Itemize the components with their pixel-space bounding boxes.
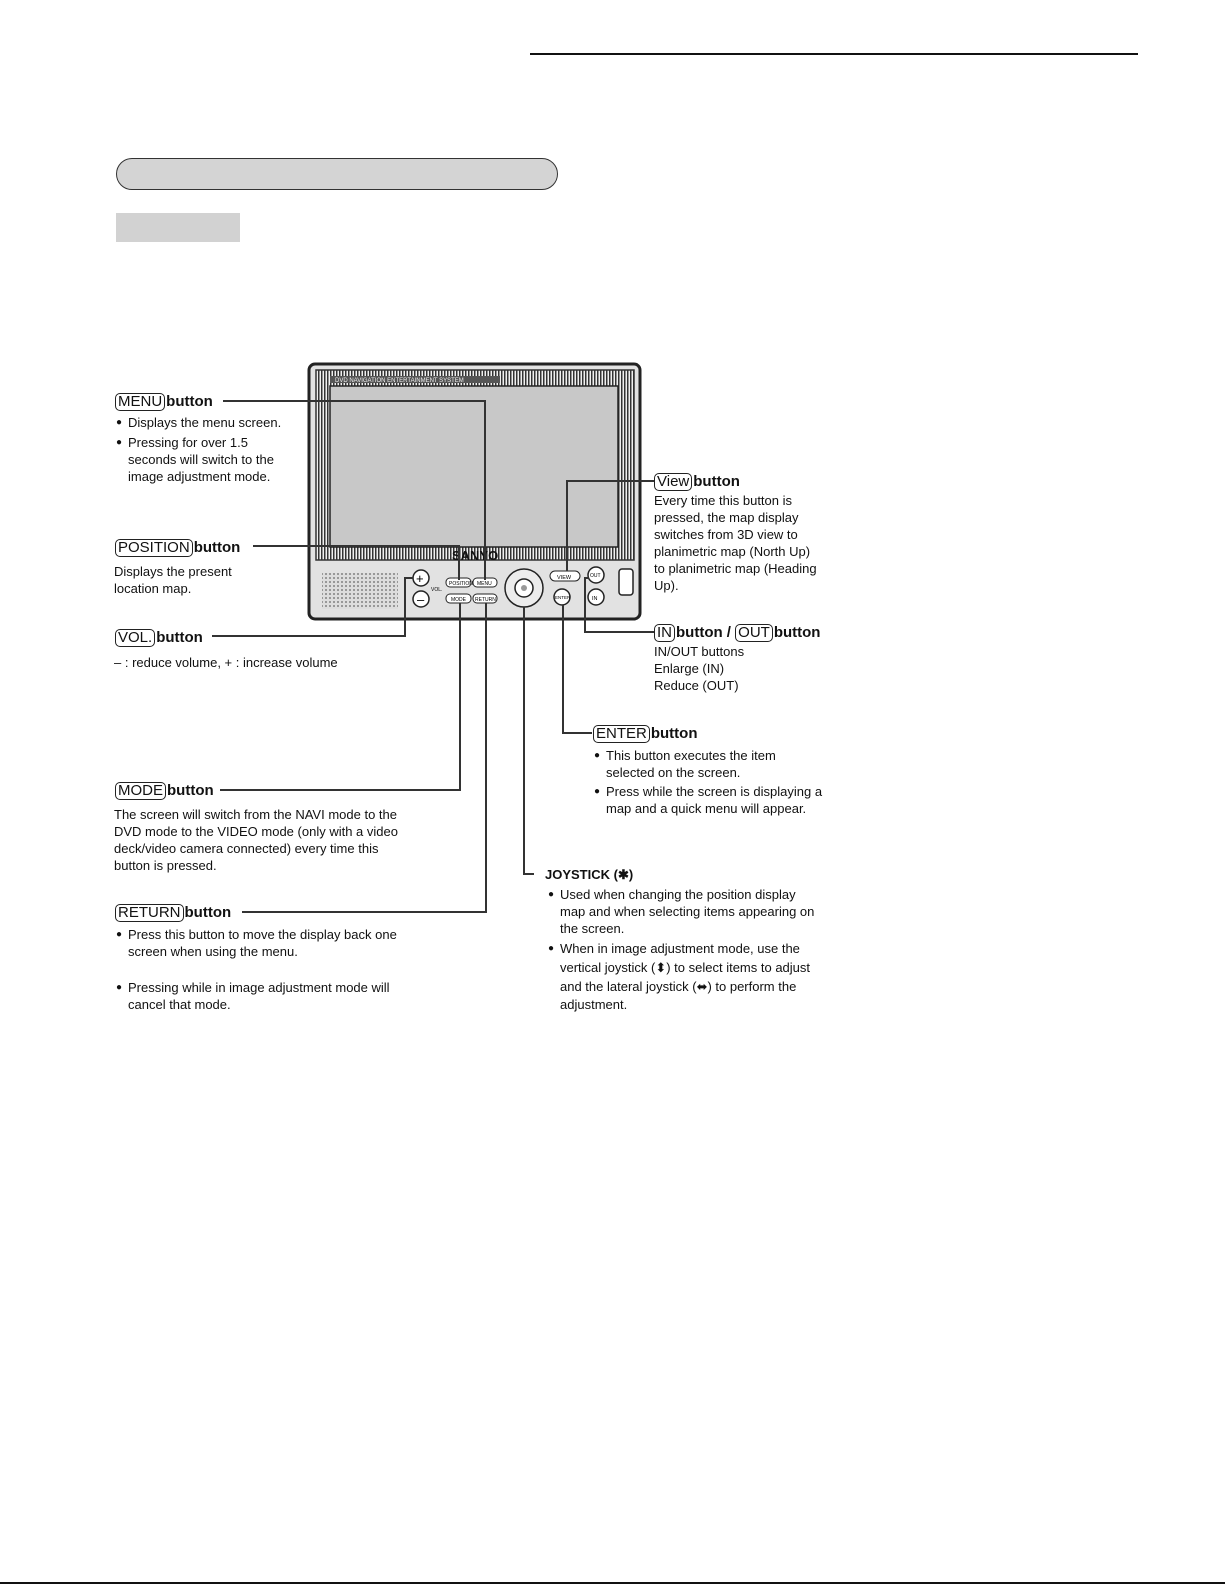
vol-button-heading — [115, 629, 203, 647]
out-key-label: OUT — [735, 624, 773, 642]
joystick-bullet-1-cont-1: map and when selecting items appearing on — [560, 904, 815, 919]
joystick-bullet-2-cont-2: and the lateral joystick (⬌) to perform the — [560, 979, 797, 994]
in-device-label: IN — [592, 596, 598, 602]
plus-glyph: + — [416, 571, 424, 586]
enter-heading-suffix: button — [650, 725, 698, 742]
mode-heading-suffix: button — [167, 782, 214, 799]
view-desc-2: pressed, the map display — [654, 510, 799, 525]
return-connector — [242, 603, 486, 912]
vol-key-label: VOL. — [115, 629, 155, 647]
joystick-bullet-2-cont-3: adjustment. — [560, 997, 628, 1012]
inout-heading-mid: button / — [676, 624, 731, 641]
brand-logo: SANYO — [452, 548, 499, 563]
mode-button-heading — [115, 782, 214, 800]
enter-bullet-1-cont: selected on the screen. — [606, 765, 741, 780]
view-desc-3: switches from 3D view to — [654, 527, 798, 542]
position-key-label: POSITION — [115, 539, 193, 557]
enter-key-label: ENTER — [593, 725, 650, 743]
joystick-bullet-1-cont-2: the screen. — [560, 921, 625, 936]
out-device-label: OUT — [590, 573, 601, 579]
vol-desc: – : reduce volume, + : increase volume — [114, 655, 338, 670]
return-bullet-1-cont: screen when using the menu. — [128, 944, 298, 959]
position-desc-1: Displays the present — [114, 564, 232, 579]
enter-bullet-2-cont: map and a quick menu will appear. — [606, 801, 807, 816]
joystick-heading: JOYSTICK (✱) — [545, 867, 634, 882]
view-desc-5: to planimetric map (Heading — [654, 561, 817, 576]
view-connector — [567, 481, 654, 571]
joystick-bullet-2-cont-1: vertical joystick (⬍) to select items to adjust — [560, 960, 811, 975]
view-heading-suffix: button — [693, 473, 740, 490]
mode-connector — [220, 603, 460, 790]
view-desc-4: planimetric map (North Up) — [654, 544, 811, 559]
position-connector — [253, 546, 459, 580]
inout-desc-2: Enlarge (IN) — [654, 661, 725, 676]
menu-heading-suffix: button — [166, 393, 213, 410]
view-desc-1: Every time this button is — [654, 493, 792, 508]
view-button-heading — [654, 473, 740, 491]
inout-button-heading — [654, 624, 820, 642]
vol-label: VOL. — [431, 587, 443, 593]
enter-device-label: ENTER — [555, 595, 571, 600]
menu-key-label: MENU — [115, 393, 165, 411]
inout-heading-suffix: button — [773, 624, 821, 641]
return-button-heading — [115, 904, 231, 922]
position-device-label: POSITION — [449, 581, 473, 587]
joystick-connector — [524, 607, 534, 874]
inout-connector — [585, 578, 654, 632]
mode-key-label: MODE — [115, 782, 166, 800]
inout-desc-1: IN/OUT buttons — [654, 644, 745, 659]
return-bullet-2-cont: cancel that mode. — [128, 997, 231, 1012]
return-key-label: RETURN — [115, 904, 184, 922]
model-strip-text: DVD NAVIGATION ENTERTAINMENT SYSTEM — [335, 378, 464, 384]
menu-device-label: MENU — [477, 581, 492, 587]
position-button-heading — [115, 539, 240, 557]
in-key-label: IN — [654, 624, 675, 642]
menu-bullet-2-cont-1: seconds will switch to the — [128, 452, 274, 467]
position-heading-suffix: button — [193, 539, 241, 556]
menu-button-heading — [115, 393, 213, 411]
return-heading-suffix: button — [184, 904, 232, 921]
view-key-label: View — [654, 473, 692, 491]
mode-desc-1: The screen will switch from the NAVI mode to the — [114, 807, 397, 822]
vol-heading-suffix: button — [156, 629, 203, 646]
enter-button-heading — [593, 725, 697, 743]
bottom-rule — [0, 1582, 1225, 1584]
mode-desc-2: DVD mode to the VIDEO mode (only with a video — [114, 824, 398, 839]
vol-connector — [212, 578, 413, 636]
view-device-label: VIEW — [557, 575, 572, 581]
enter-connector — [563, 605, 592, 733]
menu-bullet-2-cont-2: image adjustment mode. — [128, 469, 271, 484]
mode-desc-4: button is pressed. — [114, 858, 217, 873]
minus-glyph: – — [417, 592, 425, 607]
mode-device-label: MODE — [451, 597, 466, 603]
return-device-label: RETURN — [475, 597, 496, 603]
mode-desc-3: deck/video camera connected) every time this — [114, 841, 379, 856]
position-desc-2: location map. — [114, 581, 192, 596]
inout-desc-3: Reduce (OUT) — [654, 678, 739, 693]
view-desc-6: Up). — [654, 578, 679, 593]
